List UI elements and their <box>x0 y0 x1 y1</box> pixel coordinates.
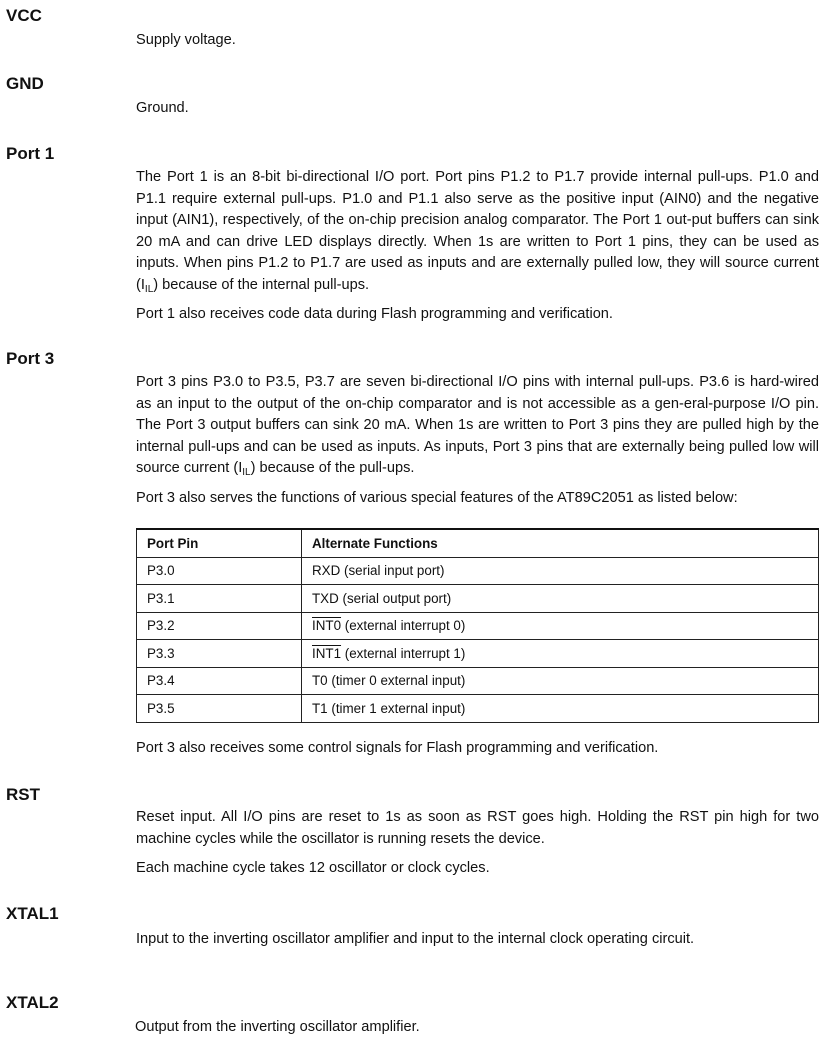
xtal2-description <box>135 1017 818 1047</box>
signal-name: RXD <box>312 563 341 579</box>
heading-vcc: VCC <box>6 6 42 25</box>
column-header: Port Pin <box>137 529 302 557</box>
alternate-function-cell <box>302 667 819 695</box>
port1-description <box>136 167 819 334</box>
table-row <box>137 557 819 585</box>
heading-port3: Port 3 <box>6 349 55 368</box>
signal-description: (external interrupt 1) <box>341 645 466 661</box>
paragraph: Input to the inverting oscillator amplifier and input to the internal clock operating circuit. <box>136 931 695 947</box>
paragraph <box>136 167 819 296</box>
port3-description <box>136 372 819 517</box>
signal-name: T0 <box>312 673 328 689</box>
alternate-function-cell <box>302 585 819 613</box>
port-pin-cell: P3.4 <box>137 667 302 695</box>
port-pin-cell: P3.5 <box>137 695 302 723</box>
port-pin-cell: P3.3 <box>137 640 302 668</box>
heading-gnd: GND <box>6 74 44 93</box>
subscript: IL <box>144 283 154 295</box>
text: The Port 1 is an 8-bit bi-directional I/O port. Port pins P1.2 to P1.7 provide internal pull-ups. P1.0 and P1.1 require external pull-ups. P1.0 and P1.1 also serve as the positive input (AIN0) and the negative input (AIN1), respectively, of the on-chip precision analog comparator. The Port 1 out-put buffers can sink 20 mA and can drive LED displays directly. When 1s are written to Port 1 pins, they can be used as inputs. When pins P1.2 to P1.7 are used as inputs and are externally pulled low, they will source current (I <box>136 169 819 293</box>
signal-name: INT1 <box>312 645 342 661</box>
xtal1-description <box>136 929 819 959</box>
signal-name: TXD <box>312 590 339 606</box>
table-row <box>137 667 819 695</box>
signal-description: (timer 0 external input) <box>327 673 466 689</box>
table-header-row <box>137 529 819 557</box>
signal-description: (timer 1 external input) <box>327 700 466 716</box>
heading-rst: RST <box>6 785 40 804</box>
rst-description <box>136 807 819 888</box>
signal-description: (serial output port) <box>338 590 452 606</box>
paragraph: Output from the inverting oscillator amplifier. <box>135 1019 420 1035</box>
table-row <box>137 612 819 640</box>
text: Port 3 pins P3.0 to P3.5, P3.7 are seven bi-directional I/O pins with internal pull-ups. P3.6 is hard-wired as an input to the output of the on-chip comparator and is not accessible as a gen-eral-purpose I/O pin. The Port 3 output buffers can sink 20 mA. When 1s are written to Port 3 pins they are pulled high by the internal pull-ups and can be used as inputs. As inputs, Port 3 pins that are externally being pulled low will source current (I <box>136 374 819 476</box>
column-header: Alternate Functions <box>302 529 819 557</box>
paragraph <box>136 372 819 480</box>
alternate-function-cell <box>302 557 819 585</box>
table-row <box>137 695 819 723</box>
text: ) because of the pull-ups. <box>250 460 415 476</box>
paragraph: Reset input. All I/O pins are reset to 1s as soon as RST goes high. Holding the RST pin high for two machine cycles while the oscillator is running resets the device. <box>136 809 819 847</box>
signal-name: INT0 <box>312 618 342 634</box>
table-row <box>137 585 819 613</box>
paragraph: Each machine cycle takes 12 oscillator or clock cycles. <box>136 860 490 876</box>
table-row <box>137 640 819 668</box>
port-pin-cell: P3.2 <box>137 612 302 640</box>
paragraph: Supply voltage. <box>136 32 236 48</box>
heading-xtal1: XTAL1 <box>6 904 59 923</box>
subscript: IL <box>242 467 251 478</box>
alternate-function-cell <box>302 695 819 723</box>
alternate-function-cell <box>302 640 819 668</box>
alternate-function-cell <box>302 612 819 640</box>
signal-description: (external interrupt 0) <box>341 618 466 634</box>
port-pin-cell: P3.1 <box>137 585 302 613</box>
paragraph: Port 1 also receives code data during Flash programming and verification. <box>136 306 613 322</box>
heading-xtal2: XTAL2 <box>6 993 59 1012</box>
signal-description: (serial input port) <box>340 563 445 579</box>
text: ) because of the internal pull-ups. <box>153 276 370 293</box>
signal-name: T1 <box>312 700 328 716</box>
paragraph: Port 3 also receives some control signals for Flash programming and verification. <box>136 740 659 756</box>
paragraph: Ground. <box>136 100 189 116</box>
port3-note <box>136 738 819 768</box>
vcc-description <box>136 30 819 60</box>
gnd-description <box>136 98 819 128</box>
paragraph: Port 3 also serves the functions of various special features of the AT89C2051 as listed below: <box>136 489 738 506</box>
alternate-functions-table <box>136 528 819 723</box>
port-pin-cell: P3.0 <box>137 557 302 585</box>
heading-port1: Port 1 <box>6 144 55 163</box>
